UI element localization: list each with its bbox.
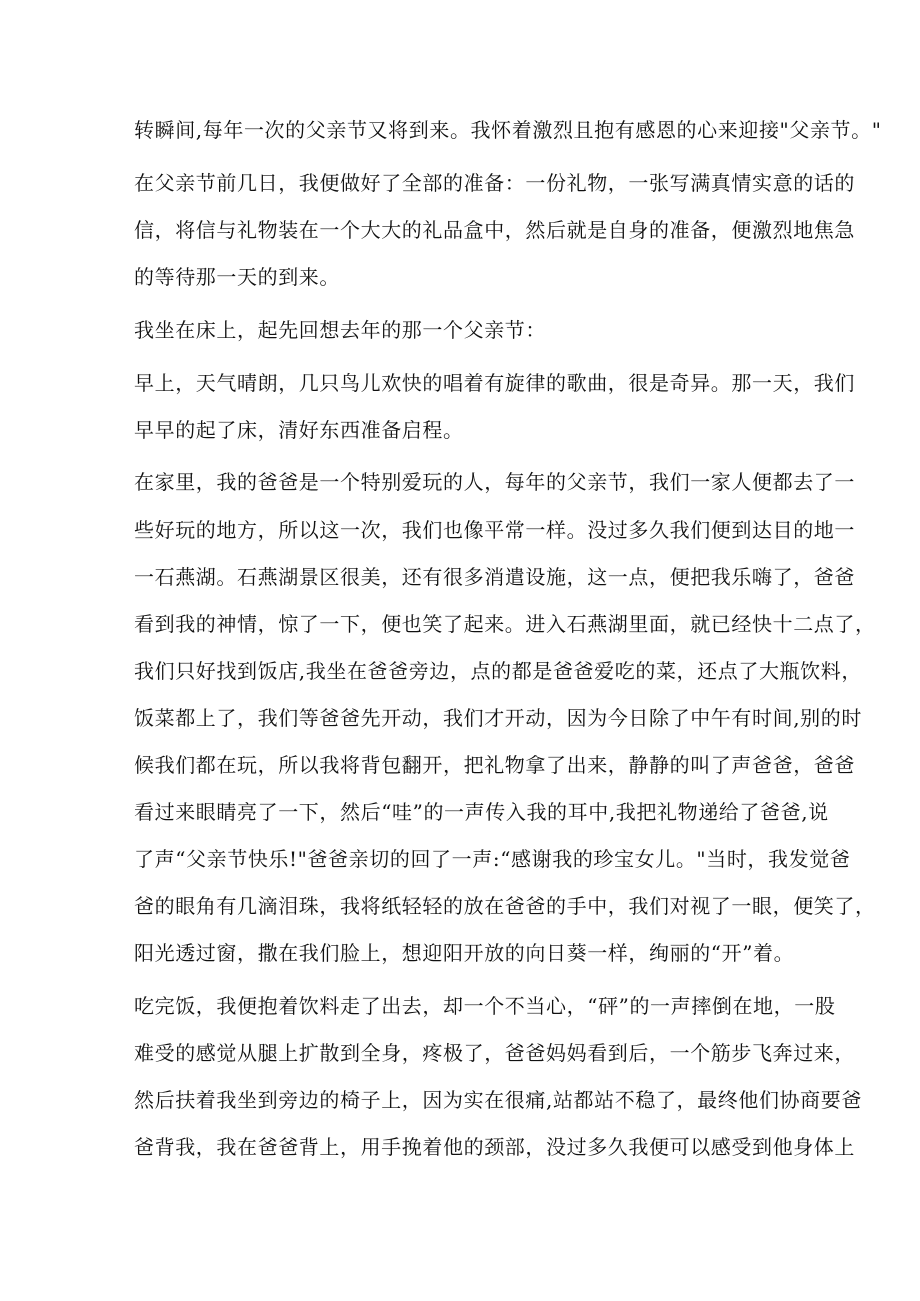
- text-line: 了声“父亲节快乐!"爸爸亲切的回了一声:“感谢我的珍宝女儿。"当时，我发觉爸: [134, 847, 851, 871]
- text-line: 在家里，我的爸爸是一个特别爱玩的人，每年的父亲节，我们一家人便都去了一: [134, 470, 855, 494]
- text-line: 一石燕湖。石燕湖景区很美，还有很多消遣设施，这一点，便把我乐嗨了，爸爸: [134, 565, 855, 589]
- text-line: 信，将信与礼物装在一个大大的礼品盒中，然后就是自身的准备，便激烈地焦急: [134, 218, 855, 242]
- text-line: 些好玩的地方，所以这一次，我们也像平常一样。没过多久我们便到达目的地一: [134, 518, 855, 542]
- text-line: 吃完饭，我便抱着饮料走了出去，却一个不当心，“砰”的一声摔倒在地，一股: [134, 994, 836, 1018]
- text-line: 转瞬间,每年一次的父亲节又将到来。我怀着激烈且抱有感恩的心来迎接"父亲节。": [134, 118, 882, 142]
- text-line: 我坐在床上，起先回想去年的那一个父亲节：: [134, 318, 546, 342]
- text-line: 爸背我，我在爸爸背上，用手挽着他的颈部，没过多久我便可以感受到他身体上: [134, 1135, 855, 1159]
- text-line: 看过来眼睛亮了一下，然后“哇”的一声传入我的耳中,我把礼物递给了爸爸,说: [134, 800, 829, 824]
- text-line: 候我们都在玩，所以我将背包翻开，把礼物拿了出来，静静的叫了声爸爸，爸爸: [134, 753, 855, 777]
- text-line: 阳光透过窗，撒在我们脸上，想迎阳开放的向日葵一样，绚丽的“开”着。: [134, 941, 795, 965]
- text-line: 我们只好找到饭店,我坐在爸爸旁边，点的都是爸爸爱吃的菜，还点了大瓶饮料，: [134, 659, 862, 683]
- text-line: 早上，天气晴朗，几只鸟儿欢快的唱着有旋律的歌曲，很是奇异。那一天，我们: [134, 371, 855, 395]
- text-line: 看到我的神情，惊了一下，便也笑了起来。进入石燕湖里面，就已经快十二点了，: [134, 612, 876, 636]
- text-line: 难受的感觉从腿上扩散到全身，疼极了，爸爸妈妈看到后，一个筋步飞奔过来，: [134, 1041, 855, 1065]
- text-line: 然后扶着我坐到旁边的椅子上，因为实在很痛,站都站不稳了，最终他们协商要爸: [134, 1088, 862, 1112]
- text-line: 早早的起了床，清好东西准备启程。: [134, 418, 464, 442]
- text-line: 饭菜都上了，我们等爸爸先开动，我们才开动，因为今日除了中午有时间,别的时: [134, 706, 862, 730]
- text-line: 的等待那一天的到来。: [134, 265, 340, 289]
- text-line: 爸的眼角有几滴泪珠，我将纸轻轻的放在爸爸的手中，我们对视了一眼，便笑了，: [134, 894, 876, 918]
- text-line: 在父亲节前几日，我便做好了全部的准备：一份礼物，一张写满真情实意的话的: [134, 171, 855, 195]
